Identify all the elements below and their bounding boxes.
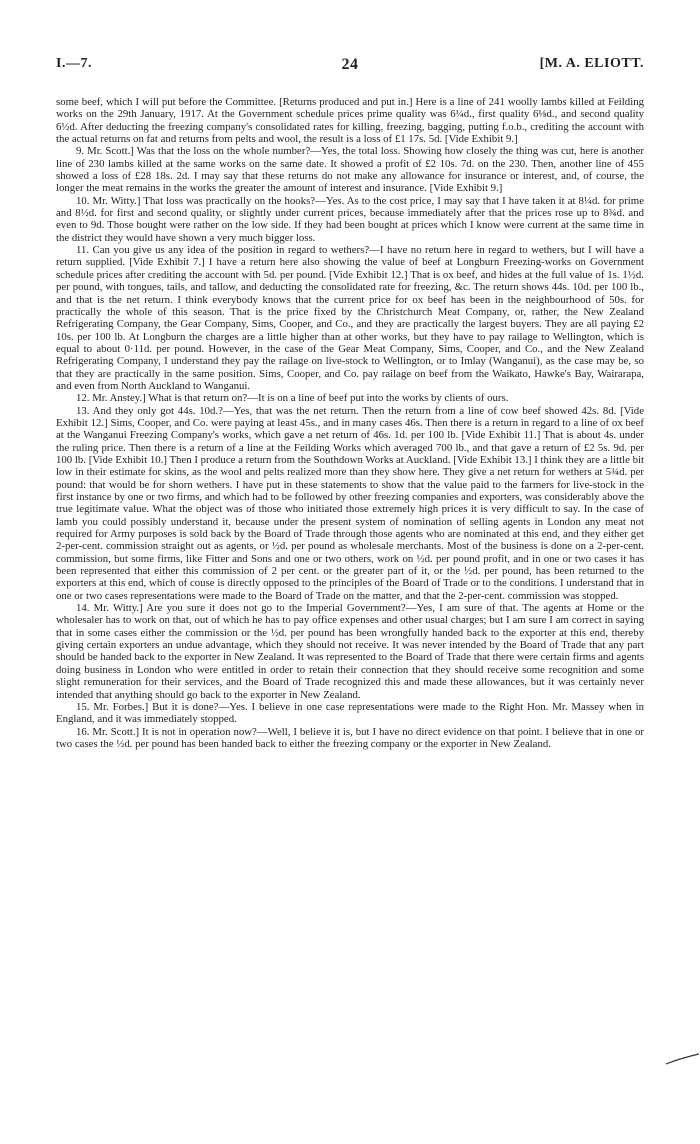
paragraph-q12: 12. Mr. Anstey.] What is that return on?—It is on a line of beef put into the works by clients of ours. <box>76 392 509 405</box>
paragraph-q13: 13. And they only got 44s. 10d.?—Yes, that was the net return. Then the return from a line of cow beef showed 42s. 8d. [Vide Exhibit 12.] Sims, Cooper, and Co. were paying at least 45s., and in many cases 46s. Then there is a return in regard to a line of ox beef at the Wanganui Freezing Company's works, which gave a net return of 46s. 1d. per 100 lb. [Vide Exhibit 11.] That is about 4s. under the ruling price. Then there is a return of a line at the Feilding Works which averaged 700 lb., and that gave a return of £2 5s. 9d. per 100 lb. [Vide Exhibit 10.] Then I produce a return from the Southdown Works at Auckland. [Vide Exhibit 13.] I think they are a little bit low in their estimate for skins, as the wool and pelts realized more than they show here. They give a net return for wethers at 5¾d. per pound: that would be for shorn wethers. I have put in these statements to show that the value paid to the farmers for live-stock in the first instance by one or two firms, and which had to be followed by other freezing companies and exporters, was considerably above the true legitimate value. What the object was of those who initiated those extremely high prices it is very difficult to say. In the case of lamb you could possibly understand it, because under the present system of nomination of selling agents in London any meat not required for Army purposes is sold back by the Board of Trade through those agents who are nominated at this end, and they either get 2-per-cent. commission straight out as agents, or ½d. per pound as wholesale merchants. Most of the business is done on a 2-per-cent. commission, but some firms, like Fitter and Sons and one or two others, work on ½d. per pound profit, and in one or two cases it has been represented that either this commission of 2 per cent. or the greater part of it, or the ½d. per pound, has been returned to the exporters at this end, which of couse is directly opposed to the principles of the Board of Trade or to the conditions. I understand that in one or two cases representations were made to the Board of Trade on the matter, and that the 2-per-cent. commission was stopped. <box>56 404 644 602</box>
paragraph-q11: 11. Can you give us any idea of the position in regard to wethers?—I have no return here in regard to wethers, but I will have a return supplied. [Vide Exhibit 7.] I have a return here also showing the value of beef at Longburn Freezing-works on Government schedule prices after crediting the account with 5d. per pound. [Vide Exhibit 12.] That is ox beef, and hides at the full value of 1s. 1½d. per pound, with tongues, tails, and tallow, and deducting the consolidated rate for freezing, &c. The return shows 44s. 10d. per 100 lb., and that is the net return. I think everybody knows that the current price for ox beef has been in the neighbourhood of 50s. for practically the whole of this season. That is the price fixed by the Christchurch Meat Company, or, rather, the New Zealand Refrigerating Company, the Gear Company, Sims, Cooper, and Co., and they are practically the largest buyers. They are all paying £2 10s. per 100 lb. At Longburn the charges are a little higher than at other works, but they have to pay railage to Wellington, which is equal to about 0·11d. per pound. However, in the case of the Gear Meat Company, Sims, Cooper, and Co., and the New Zealand Refrigerating Company, I understand they pay the railage on live-stock to Wellington, or to Imlay (Wanganui), as the case may be, so that they are practically in the same position. Sims, Cooper, and Co. pay railage on beef from the Waikato, Hawke's Bay, Wairarapa, and even from North Auckland to Wanganui. <box>56 244 644 392</box>
witness-name: [M. A. ELIOTT. <box>539 56 644 71</box>
paragraph-q15: 15. Mr. Forbes.] But it is done?—Yes. I believe in one case representations were made to the Right Hon. Mr. Massey when in England, and it was immediately stopped. <box>56 700 644 726</box>
paragraph-q14: 14. Mr. Witty.] Are you sure it does not go to the Imperial Government?—Yes, I am sure of that. The agents at Home or the wholesaler has to work on that, out of which he has to pay office expenses and other usual charges; but I am sure I am correct in saying that in some cases either the commission or the ½d. per pound has been wrongfully handed back to the exporter at this end, thereby giving certain exporters an undue advantage, which they should not receive. It was never intended by the Board of Trade that any part should be handed back to the exporter in New Zealand. It was represented to the Board of Trade that there were certain firms and agents doing business in London who were entitled in order to retain their connection that they should receive some recognition and some slight remuneration for their services, and the Board of Trade recognized this and made these allowances, but it was certainly never intended that anything should go back to the exporter in New Zealand. <box>56 602 644 701</box>
report-code: I.—7. <box>56 56 92 71</box>
page-number: 24 <box>341 56 359 73</box>
paragraph-continuation: some beef, which I will put before the Committee. [Returns produced and put in.] Here is a line of 241 woolly lambs killed at Feilding works on the 29th January, 1917. At the Government schedule prices prime quality was 6¼d., first quality 6⅛d., and second quality 6½d. After deducting the freezing company's consolidated rates for killing, freezing, bagging, putting f.o.b., crediting the account with the actual returns on fat and returns from pelts and wool, the result is a loss of £1 17s. 5d. [Vide Exhibit 9.] <box>56 96 644 146</box>
paragraph-q9: 9. Mr. Scott.] Was that the loss on the whole number?—Yes, the total loss. Showing how closely the thing was cut, here is another line of 230 lambs killed at the same works on the same date. It showed a profit of £2 10s. 7d. on the 230. Then, another line of 455 showed a loss of £28 18s. 2d. I may say that these returns do not make any allowance for insurance or interest, and, of course, the longer the meat remains in the works the greater the amount of interest and insurance. [Vide Exhibit 9.] <box>56 145 644 195</box>
evidence-text <box>56 96 644 750</box>
paragraph-q10: 10. Mr. Witty.] That loss was practically on the hooks?—Yes. As to the cost price, I may say that I have taken it at 8¼d. for prime and 8½d. for first and second quality, or slightly under current prices, because immediately after that the prices rose up to 8¾d. and even to 9d. Those bought were rather on the low side. If they had been bought at prices which I know were current at the same time in the district they would have shown a very much bigger loss. <box>56 194 644 244</box>
page-header <box>56 56 644 76</box>
margin-pen-stroke <box>664 1052 700 1066</box>
paragraph-q16: 16. Mr. Scott.] It is not in operation now?—Well, I believe it is, but I have no direct evidence on that point. I believe that in one or two cases the ½d. per pound has been handed back to either the freezing company or the exporter in New Zealand. <box>56 725 644 750</box>
